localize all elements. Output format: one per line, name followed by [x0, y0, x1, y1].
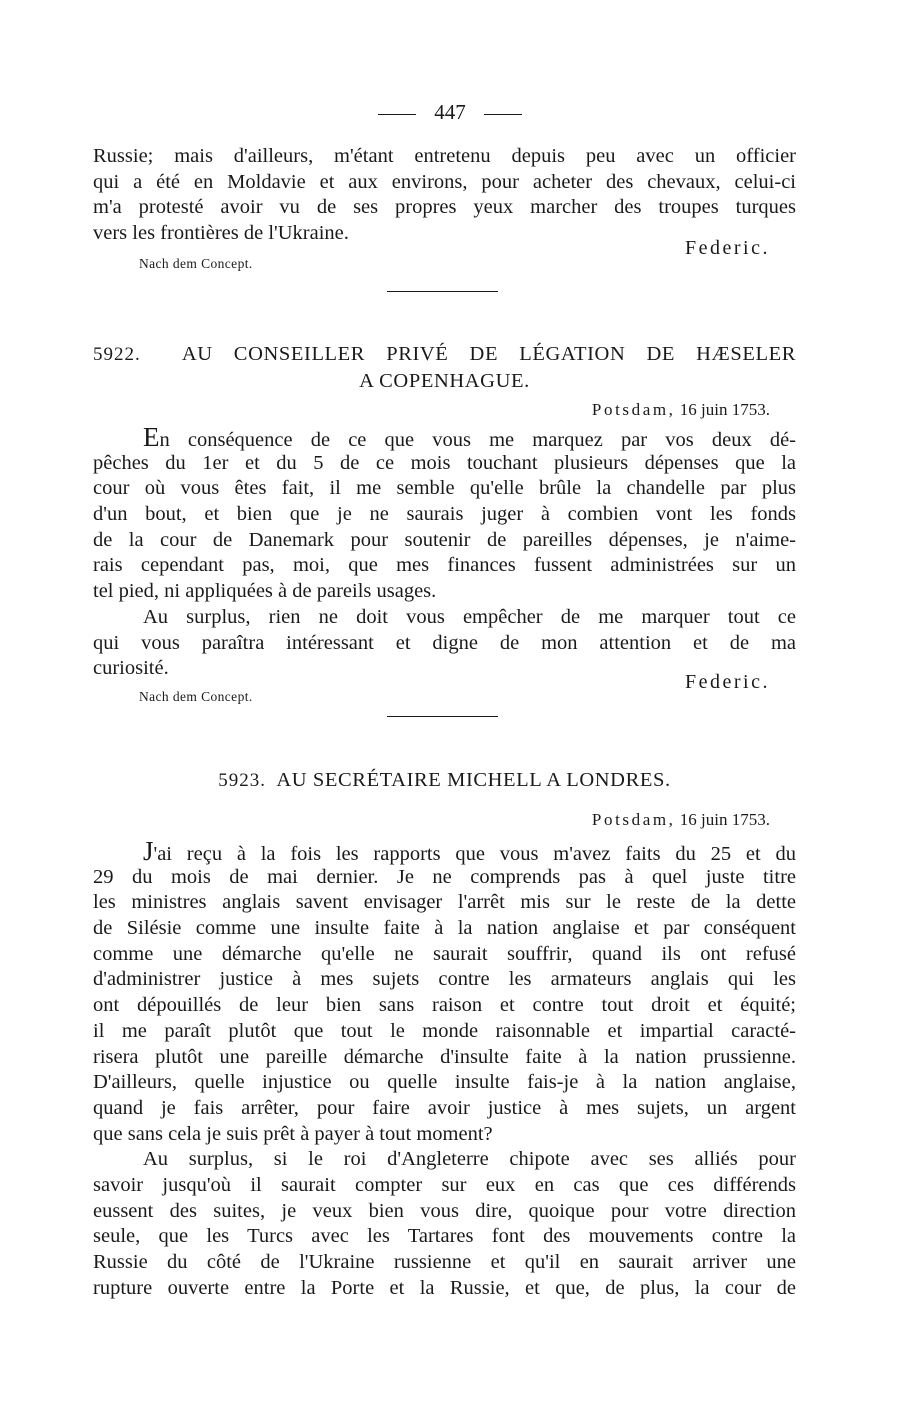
dateline-place: Potsdam,	[591, 810, 676, 829]
source-note: Nach dem Concept.	[139, 256, 253, 271]
text-line: D'ailleurs, quelle injustice ou quelle insulte fais-je à la nation anglaise,	[93, 1071, 796, 1094]
header-dash-right	[484, 114, 522, 115]
text-line: eussent des suites, je veux bien vous dire, quoique pour votre direction	[93, 1199, 796, 1222]
letter-heading-line1: AU SECRÉTAIRE MICHELL A LONDRES.	[276, 769, 671, 791]
letter-dateline	[592, 810, 770, 830]
text-run: n conséquence de ce que vous me marquez par vos deux dé-	[159, 429, 796, 451]
letter-heading-line1: AU CONSEILLER PRIVÉ DE LÉGATION DE HÆSELER	[181, 343, 796, 365]
text-line	[93, 425, 796, 451]
source-note: Nach dem Concept.	[139, 689, 253, 704]
text-line: rais cependant pas, moi, que mes finances fussent administrées sur un	[93, 554, 796, 577]
text-line: vers les frontières de l'Ukraine.	[93, 222, 349, 245]
text-line: comme une démarche qu'elle ne saurait souffrir, quand ils ont refusé	[93, 942, 796, 965]
dateline-date: 16 juin 1753.	[679, 400, 770, 419]
text-line: de la cour de Danemark pour soutenir de pareilles dépenses, je n'aime-	[93, 528, 796, 551]
dateline-place: Potsdam,	[591, 400, 676, 419]
page-header	[0, 100, 900, 125]
text-line: Au surplus, rien ne doit vous empêcher de me marquer tout ce	[143, 605, 796, 628]
signature: Federic.	[685, 237, 770, 259]
letter-body	[93, 839, 796, 1301]
section-divider	[387, 291, 498, 292]
text-line: quand je fais arrêter, pour faire avoir justice à mes sujets, un argent	[93, 1096, 796, 1119]
text-line: curiosité.	[93, 657, 169, 680]
signature: Federic.	[685, 671, 770, 693]
text-line: Au surplus, si le roi d'Angleterre chipote avec ses alliés pour	[143, 1148, 796, 1171]
text-line: m'a protesté avoir vu de ses propres yeux marcher des troupes turques	[93, 196, 796, 219]
text-line: il me paraît plutôt que tout le monde raisonnable et impartial caracté-	[93, 1019, 796, 1042]
text-line: seule, que les Turcs avec les Tartares font des mouvements contre la	[93, 1225, 796, 1248]
text-line: tel pied, ni appliquées à de pareils usages.	[93, 580, 437, 603]
text-line: qui vous paraîtra intéressant et digne de mon attention et de ma	[93, 631, 796, 654]
dateline-date: 16 juin 1753.	[679, 810, 770, 829]
letter-body	[93, 425, 796, 682]
text-line: pêches du 1er et du 5 de ce mois touchant plusieurs dépenses que la	[93, 451, 796, 474]
text-line: d'un bout, et bien que je ne saurais juger à combien vont les fonds	[93, 503, 796, 526]
text-line: les ministres anglais savent envisager l'arrêt mis sur le reste de la dette	[93, 891, 796, 914]
initial-letter: E	[143, 425, 160, 451]
letter-number: 5923.	[218, 770, 267, 791]
text-line	[93, 839, 796, 865]
text-line: rupture ouverte entre la Porte et la Russie, et que, de plus, la cour de	[93, 1276, 796, 1299]
text-line: risera plutôt une pareille démarche d'insulte faite à la nation prussienne.	[93, 1045, 796, 1068]
letter-heading	[93, 767, 796, 794]
initial-letter: J	[143, 839, 154, 865]
text-run: 'ai reçu à la fois les rapports que vous m'avez faits du 25 et du	[153, 843, 796, 865]
text-line: ont dépouillés de leur bien sans raison et contre tout droit et équité;	[93, 994, 796, 1017]
continuation-text	[93, 144, 796, 247]
text-line: qui a été en Moldavie et aux environs, pour acheter des chevaux, celui-ci	[93, 170, 796, 193]
text-line: que sans cela je suis prêt à payer à tout moment?	[93, 1122, 493, 1145]
text-line: 29 du mois de mai dernier. Je ne comprends pas à quel juste titre	[93, 865, 796, 888]
letter-heading-line2: A COPENHAGUE.	[359, 370, 530, 392]
text-line: Russie; mais d'ailleurs, m'étant entretenu depuis peu avec un officier	[93, 145, 796, 167]
letter-heading	[93, 341, 796, 394]
letter-number: 5922.	[93, 344, 141, 365]
section-divider	[387, 716, 498, 717]
text-line: Russie du côté de l'Ukraine russienne et qu'il en saurait arriver une	[93, 1251, 796, 1273]
text-line: savoir jusqu'où il saurait compter sur eux en cas que ces différends	[93, 1173, 796, 1196]
text-line: d'administrer justice à mes sujets contre les armateurs anglais qui les	[93, 968, 796, 991]
text-line: cour où vous êtes fait, il me semble qu'elle brûle la chandelle par plus	[93, 477, 796, 500]
header-dash-left	[378, 114, 416, 115]
text-line: de Silésie comme une insulte faite à la nation anglaise et par conséquent	[93, 917, 796, 940]
letter-dateline	[592, 400, 770, 420]
page-number: 447	[434, 100, 466, 124]
